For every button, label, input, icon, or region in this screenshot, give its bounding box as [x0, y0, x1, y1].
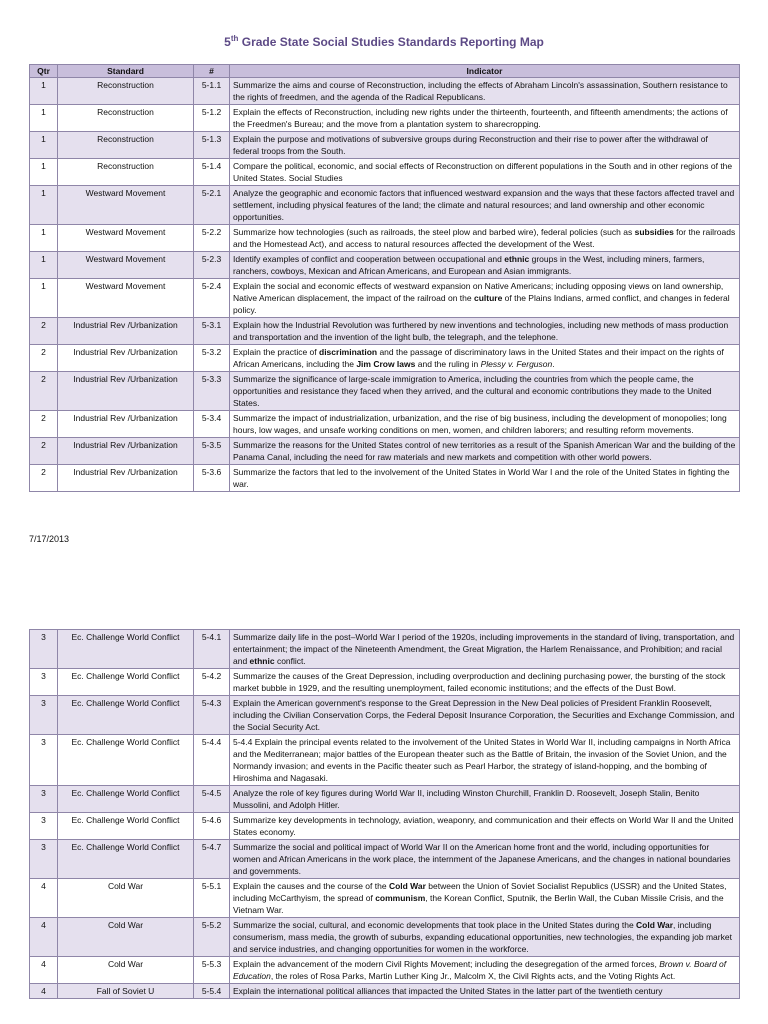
indicator-number-cell: 5-5.1 [194, 879, 230, 918]
standard-cell: Cold War [58, 918, 194, 957]
standard-cell: Industrial Rev /Urbanization [58, 465, 194, 492]
indicator-bold-term: Jim Crow laws [356, 359, 416, 369]
indicator-bold-term: discrimination [319, 347, 378, 357]
indicator-number-cell: 5-1.4 [194, 159, 230, 186]
standard-cell: Reconstruction [58, 78, 194, 105]
standard-cell: Reconstruction [58, 132, 194, 159]
indicator-text: of the Plains Indians, armed conflict, and changes in federal policy. [233, 293, 730, 315]
qtr-cell: 1 [30, 225, 58, 252]
standard-cell: Westward Movement [58, 279, 194, 318]
indicator-text: Identify examples of conflict and cooperation between occupational and [233, 254, 505, 264]
header-standard: Standard [58, 65, 194, 78]
standards-table-2 [29, 629, 740, 999]
indicator-text: . [552, 359, 555, 369]
indicator-text: Summarize the impact of industrialization, urbanization, and the rise of big business, including the development of monopolies; long hours, low wages, and unsafe working conditions on men, women, and children laborers; and resulting reform movements. [233, 413, 727, 435]
indicator-text-cell [230, 318, 740, 345]
indicator-text-cell [230, 345, 740, 372]
qtr-cell: 2 [30, 465, 58, 492]
table-row [30, 279, 740, 318]
header-indicator: Indicator [230, 65, 740, 78]
table-row [30, 132, 740, 159]
indicator-number-cell: 5-2.4 [194, 279, 230, 318]
indicator-text-cell [230, 786, 740, 813]
table-row [30, 918, 740, 957]
qtr-cell: 4 [30, 879, 58, 918]
qtr-cell: 4 [30, 918, 58, 957]
indicator-text-cell [230, 279, 740, 318]
indicator-text: Explain the causes and the course of the [233, 881, 389, 891]
standard-cell: Westward Movement [58, 186, 194, 225]
indicator-number-cell: 5-3.5 [194, 438, 230, 465]
indicator-text: Explain the purpose and motivations of subversive groups during Reconstruction and their rise to power after the withdrawal of federal troops from the South. [233, 134, 708, 156]
indicator-number-cell: 5-5.4 [194, 984, 230, 999]
table-row [30, 105, 740, 132]
indicator-text-cell [230, 840, 740, 879]
table-row [30, 159, 740, 186]
indicator-text: Explain the effects of Reconstruction, including new rights under the thirteenth, fourteenth, and fifteenth amendments; the actions of the Freedmen's Bureau; and the move from a plantation system to sharecropping. [233, 107, 728, 129]
table-row [30, 957, 740, 984]
qtr-cell: 2 [30, 438, 58, 465]
standard-cell: Industrial Rev /Urbanization [58, 345, 194, 372]
indicator-bold-term: Cold War [636, 920, 674, 930]
table-row [30, 372, 740, 411]
indicator-text-cell [230, 78, 740, 105]
indicator-text-cell [230, 918, 740, 957]
indicator-text-cell [230, 252, 740, 279]
qtr-cell: 2 [30, 318, 58, 345]
title-grade: 5 [224, 35, 231, 49]
indicator-italic-term: Plessy v. Ferguson [480, 359, 553, 369]
table-row [30, 630, 740, 669]
indicator-number-cell: 5-4.4 [194, 735, 230, 786]
indicator-text-cell [230, 879, 740, 918]
standard-cell: Ec. Challenge World Conflict [58, 735, 194, 786]
indicator-bold-term: Cold War [388, 881, 426, 891]
indicator-text: Summarize the aims and course of Reconstruction, including the effects of Abraham Lincoln's assassination, Southern resistance to the rights of freedmen, and the agenda of the Radical Republicans. [233, 80, 728, 102]
qtr-cell: 3 [30, 786, 58, 813]
indicator-text: Summarize how technologies (such as railroads, the steel plow and barbed wire), federal policies (such as [233, 227, 635, 237]
indicator-number-cell: 5-3.3 [194, 372, 230, 411]
indicator-bold-term: subsidies [634, 227, 674, 237]
qtr-cell: 2 [30, 411, 58, 438]
standards-table-1 [29, 64, 740, 492]
indicator-text: and the passage of discriminatory laws in the United States and their impact on the rights of African Americans, including the [233, 347, 724, 369]
indicator-bold-term: communism [375, 893, 426, 903]
indicator-text-cell [230, 411, 740, 438]
indicator-text-cell [230, 630, 740, 669]
qtr-cell: 2 [30, 372, 58, 411]
table-row [30, 696, 740, 735]
title-grade-suffix: th [230, 34, 239, 43]
indicator-bold-term: ethnic [504, 254, 530, 264]
indicator-text-cell [230, 132, 740, 159]
indicator-text: Explain the advancement of the modern Civil Rights Movement; including the desegregation of the armed forces, [233, 959, 660, 969]
standard-cell: Industrial Rev /Urbanization [58, 318, 194, 345]
standard-cell: Reconstruction [58, 105, 194, 132]
indicator-bold-term: culture [473, 293, 503, 303]
indicator-number-cell: 5-1.2 [194, 105, 230, 132]
indicator-text: Explain the international political alliances that impacted the United States in the latter part of the twentieth century [233, 986, 663, 996]
indicator-text: Explain the social and economic effects of westward expansion on Native Americans; including opposing views on land ownership, Native American displacement, the impact of the railroad on the [233, 281, 724, 303]
qtr-cell: 4 [30, 957, 58, 984]
table-row [30, 840, 740, 879]
qtr-cell: 4 [30, 984, 58, 999]
indicator-text: between the Union of Soviet Socialist Republics (USSR) and the United States, including McCarthyism, the spread of [233, 881, 727, 903]
standard-cell: Ec. Challenge World Conflict [58, 630, 194, 669]
indicator-text-cell [230, 984, 740, 999]
table-row [30, 411, 740, 438]
standard-cell: Ec. Challenge World Conflict [58, 669, 194, 696]
standard-cell: Westward Movement [58, 252, 194, 279]
indicator-number-cell: 5-4.6 [194, 813, 230, 840]
standard-cell: Ec. Challenge World Conflict [58, 813, 194, 840]
indicator-number-cell: 5-1.3 [194, 132, 230, 159]
indicator-number-cell: 5-1.1 [194, 78, 230, 105]
title-text: Grade State Social Studies Standards Reporting Map [238, 35, 544, 49]
standard-cell: Ec. Challenge World Conflict [58, 840, 194, 879]
standard-cell: Reconstruction [58, 159, 194, 186]
indicator-text-cell [230, 957, 740, 984]
indicator-number-cell: 5-3.4 [194, 411, 230, 438]
table-row [30, 879, 740, 918]
table-row [30, 345, 740, 372]
indicator-number-cell: 5-3.2 [194, 345, 230, 372]
indicator-bold-term: ethnic [249, 656, 275, 666]
indicator-text-cell [230, 159, 740, 186]
qtr-cell: 2 [30, 345, 58, 372]
indicator-text: Summarize the social and political impact of World War II on the American home front and the world, including opportunities for women and African Americans in the work place, the internment of the Japanese Americans, and the changes in national boundaries and governments. [233, 842, 731, 876]
indicator-text: Summarize the reasons for the United States control of new territories as a result of the Spanish American War and the building of the Panama Canal, including the need for raw materials and new markets and competition with other world powers. [233, 440, 736, 462]
table-row [30, 252, 740, 279]
indicator-text: groups in the West, including miners, farmers, ranchers, cowboys, Mexican and African Americans, and European and Asian immigrants. [233, 254, 705, 276]
indicator-text-cell [230, 438, 740, 465]
indicator-text: , the roles of Rosa Parks, Martin Luther King Jr., Malcolm X, the Civil Rights acts, and the Voting Rights Act. [270, 971, 676, 981]
qtr-cell: 3 [30, 735, 58, 786]
standard-cell: Ec. Challenge World Conflict [58, 696, 194, 735]
qtr-cell: 3 [30, 696, 58, 735]
indicator-number-cell: 5-2.2 [194, 225, 230, 252]
indicator-number-cell: 5-4.2 [194, 669, 230, 696]
indicator-text-cell [230, 465, 740, 492]
indicator-text-cell [230, 696, 740, 735]
qtr-cell: 3 [30, 840, 58, 879]
header-number: # [194, 65, 230, 78]
qtr-cell: 1 [30, 186, 58, 225]
indicator-text: conflict. [274, 656, 306, 666]
table-header-row [30, 65, 740, 78]
table-row [30, 786, 740, 813]
indicator-text: 5-4.4 Explain the principal events related to the involvement of the United States in World War II, including campaigns in North Africa and the Mediterranean; major battles of the European theater such as the Battle of Britain, the invasion of the Soviet Union, and the Normandy invasion; and events in the Pacific theater such as Pearl Harbor, the strategy of island-hopping, and the bombing of Hiroshima and Nagasaki. [233, 737, 731, 783]
table-row [30, 813, 740, 840]
table-body-1 [30, 78, 740, 492]
standard-cell: Cold War [58, 879, 194, 918]
indicator-text: Summarize the social, cultural, and economic developments that took place in the United States during the [233, 920, 637, 930]
indicator-text-cell [230, 186, 740, 225]
indicator-text-cell [230, 225, 740, 252]
indicator-number-cell: 5-2.3 [194, 252, 230, 279]
indicator-text: Analyze the geographic and economic factors that influenced westward expansion and the ways that these factors affected travel and settlement, including physical features of the land; the climate and natural resources; and land ownership and other economic opportunities. [233, 188, 735, 222]
indicator-number-cell: 5-4.5 [194, 786, 230, 813]
indicator-number-cell: 5-4.3 [194, 696, 230, 735]
table-row [30, 465, 740, 492]
table-row [30, 438, 740, 465]
qtr-cell: 3 [30, 630, 58, 669]
indicator-text: Summarize the significance of large-scale immigration to America, including the countries from which the people came, the opportunities and resistance they faced when they arrived, and the cultural and economic contributions they made to the United States. [233, 374, 712, 408]
qtr-cell: 1 [30, 252, 58, 279]
indicator-number-cell: 5-5.3 [194, 957, 230, 984]
qtr-cell: 3 [30, 813, 58, 840]
indicator-text-cell [230, 372, 740, 411]
indicator-number-cell: 5-3.6 [194, 465, 230, 492]
table-row [30, 735, 740, 786]
indicator-text: , including consumerism, mass media, the growth of suburbs, expanding educational opportunities, new technologies, the expanding job market and service industries, and changing opportunities for women in the workforce. [233, 920, 732, 954]
indicator-text: Summarize key developments in technology, aviation, weaponry, and communication and their effects on World War II and the United States economy. [233, 815, 734, 837]
standard-cell: Fall of Soviet U [58, 984, 194, 999]
qtr-cell: 1 [30, 78, 58, 105]
table-row [30, 225, 740, 252]
standard-cell: Ec. Challenge World Conflict [58, 786, 194, 813]
indicator-number-cell: 5-4.1 [194, 630, 230, 669]
qtr-cell: 1 [30, 159, 58, 186]
table-row [30, 984, 740, 999]
indicator-text: Explain the American government's response to the Great Depression in the New Deal policies of President Franklin Roosevelt, including the Civilian Conservation Corps, the Federal Deposit Insurance Corporation, the Securities and Exchange Commission, and the Social Security Act. [233, 698, 735, 732]
indicator-text-cell [230, 669, 740, 696]
indicator-number-cell: 5-3.1 [194, 318, 230, 345]
indicator-text: Summarize the factors that led to the involvement of the United States in World War I and the role of the United States in fighting the war. [233, 467, 730, 489]
table-row [30, 318, 740, 345]
page-date: 7/17/2013 [29, 534, 70, 544]
indicator-number-cell: 5-2.1 [194, 186, 230, 225]
indicator-number-cell: 5-5.2 [194, 918, 230, 957]
table-body-2 [30, 630, 740, 999]
indicator-italic-term: Brown v. Board of Education [233, 959, 727, 981]
indicator-text-cell [230, 735, 740, 786]
standard-cell: Industrial Rev /Urbanization [58, 411, 194, 438]
indicator-text: Summarize the causes of the Great Depression, including overproduction and declining purchasing power, the bursting of the stock market bubble in 1929, and the resulting unemployment, failed economic institutions; and the effects of the Dust Bowl. [233, 671, 726, 693]
table-row [30, 669, 740, 696]
indicator-text-cell [230, 813, 740, 840]
indicator-text-cell [230, 105, 740, 132]
qtr-cell: 1 [30, 279, 58, 318]
table-row [30, 78, 740, 105]
header-qtr: Qtr [30, 65, 58, 78]
qtr-cell: 1 [30, 105, 58, 132]
table-row [30, 186, 740, 225]
indicator-text: Explain how the Industrial Revolution was furthered by new inventions and technologies, including new methods of mass production and transportation and the invention of the light bulb, the telegraph, and the telephone. [233, 320, 729, 342]
standard-cell: Industrial Rev /Urbanization [58, 438, 194, 465]
qtr-cell: 3 [30, 669, 58, 696]
indicator-text: Explain the practice of [233, 347, 319, 357]
indicator-text: Summarize daily life in the post–World War I period of the 1920s, including improvements in the standard of living, transportation, and entertainment; the impact of the Nineteenth Amendment, the Great Migration, the Harlem Renaissance, and Prohibition; and racial and [233, 632, 735, 666]
indicator-text: for the railroads and the Homestead Act), and access to natural resources affected the development of the West. [233, 227, 736, 249]
standard-cell: Industrial Rev /Urbanization [58, 372, 194, 411]
standard-cell: Cold War [58, 957, 194, 984]
standard-cell: Westward Movement [58, 225, 194, 252]
indicator-number-cell: 5-4.7 [194, 840, 230, 879]
qtr-cell: 1 [30, 132, 58, 159]
indicator-text: and the ruling in [415, 359, 481, 369]
indicator-text: Compare the political, economic, and social effects of Reconstruction on different populations in the South and in other regions of the United States. Social Studies [233, 161, 733, 183]
indicator-text: Analyze the role of key figures during World War II, including Winston Churchill, Franklin D. Roosevelt, Joseph Stalin, Benito Mussolini, and Adolph Hitler. [233, 788, 700, 810]
indicator-text: , the Korean Conflict, Sputnik, the Berlin Wall, the Cuban Missile Crisis, and the Vietnam War. [233, 893, 724, 915]
page-title [0, 34, 768, 49]
